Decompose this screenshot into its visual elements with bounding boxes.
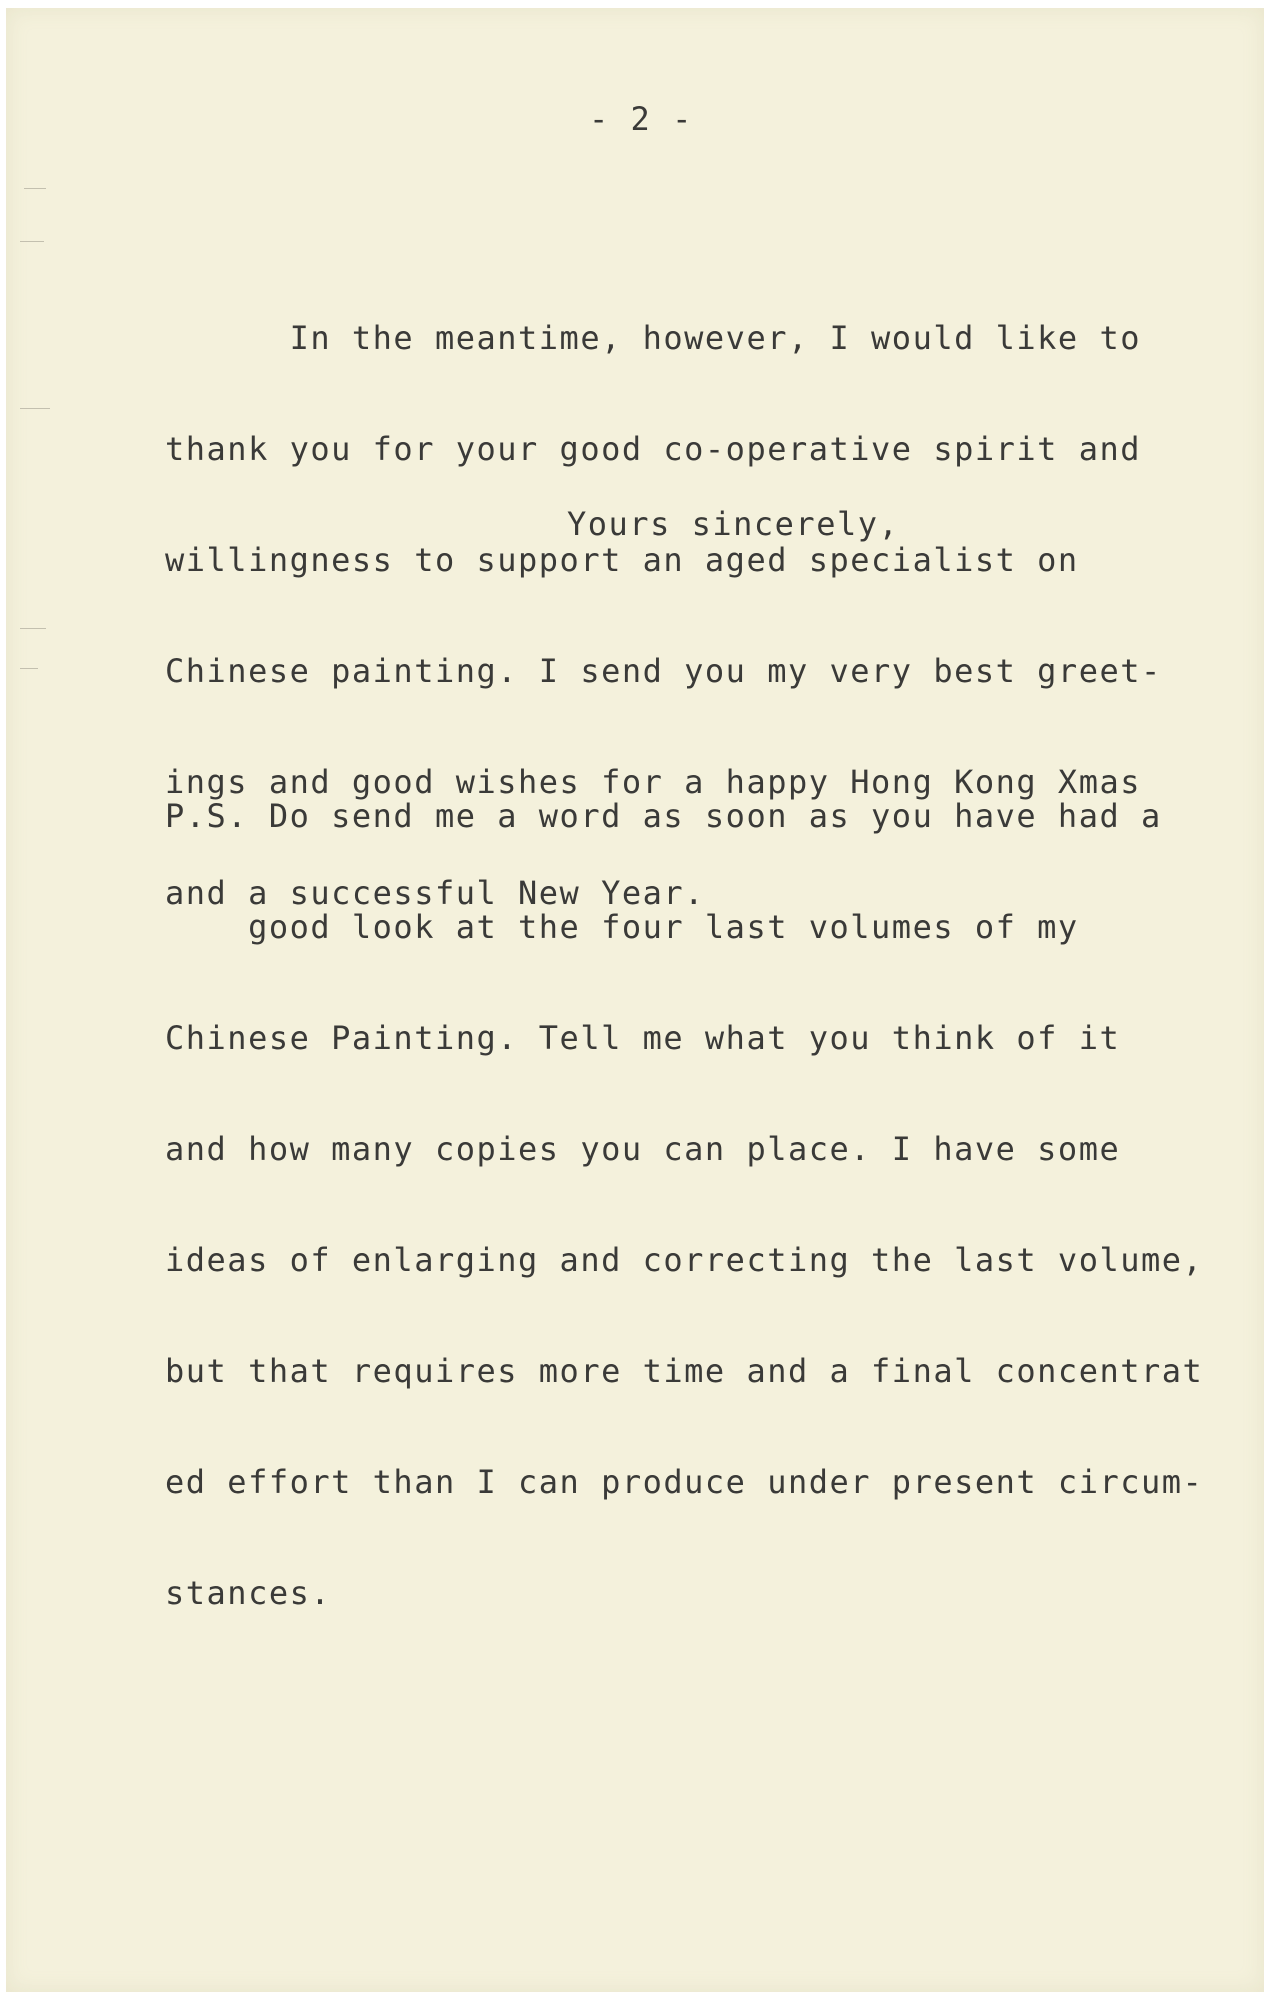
- postscript-paragraph: [165, 724, 1203, 1686]
- ps-line: but that requires more time and a final concentrat: [165, 1352, 1204, 1390]
- ps-line: and how many copies you can place. I have some: [165, 1130, 1121, 1168]
- letter-page: [6, 8, 1264, 1992]
- body-line: Chinese painting. I send you my very best greet-: [165, 652, 1162, 690]
- body-line: In the meantime, however, I would like to: [165, 319, 1141, 357]
- margin-mark: [20, 241, 44, 242]
- ps-line: stances.: [165, 1574, 332, 1612]
- margin-mark: [20, 408, 50, 409]
- margin-mark: [20, 668, 38, 669]
- ps-line: P.S. Do send me a word as soon as you have had a: [165, 797, 1162, 835]
- body-line: willingness to support an aged specialist on: [165, 541, 1079, 579]
- margin-mark: [20, 628, 46, 629]
- ps-line: ideas of enlarging and correcting the last volume,: [165, 1241, 1204, 1279]
- margin-mark: [24, 188, 46, 189]
- body-line: thank you for your good co-operative spirit and: [165, 430, 1141, 468]
- body-line: ings and good wishes for a happy Hong Kong Xmas: [165, 763, 1141, 801]
- ps-line: ed effort than I can produce under present circum-: [165, 1463, 1204, 1501]
- page-number: - 2 -: [589, 100, 693, 138]
- body-line: and a successful New Year.: [165, 874, 705, 912]
- ps-line: Chinese Painting. Tell me what you think of it: [165, 1019, 1121, 1057]
- closing-salutation: Yours sincerely,: [567, 505, 900, 543]
- ps-line: good look at the four last volumes of my: [165, 908, 1079, 946]
